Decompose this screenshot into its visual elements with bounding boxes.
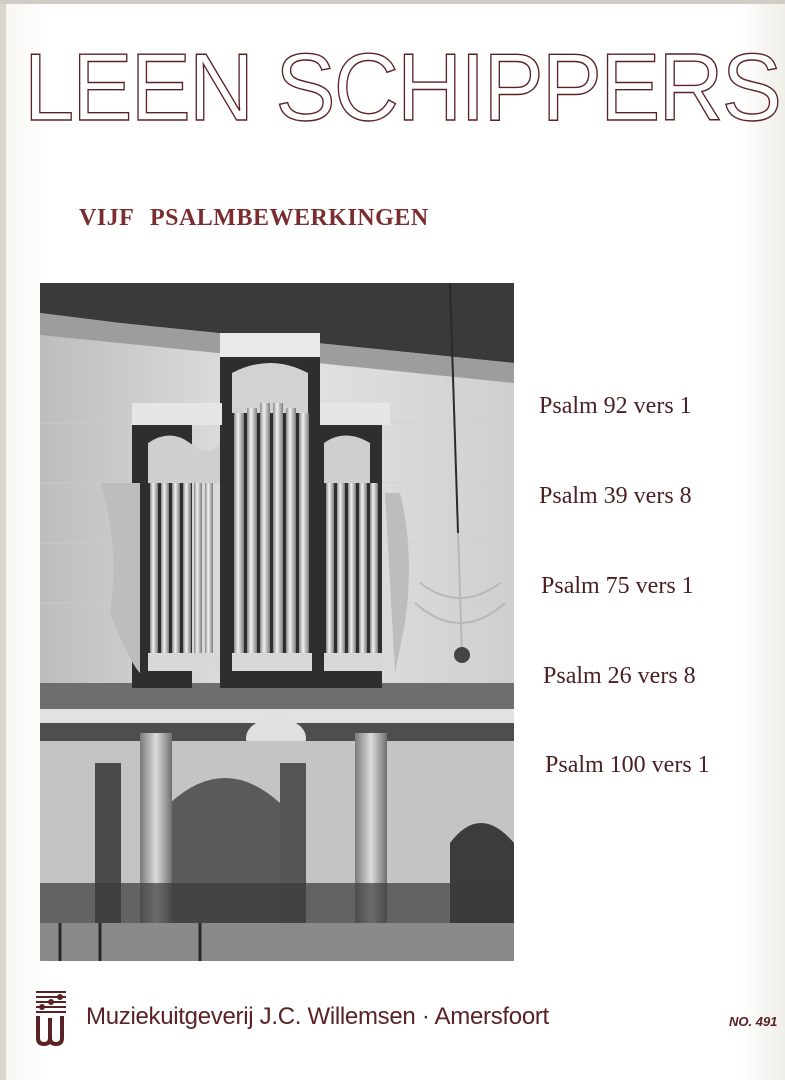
cover-title: VIJF PSALMBEWERKINGEN bbox=[79, 205, 429, 231]
psalm-item: Psalm 100 vers 1 bbox=[545, 752, 710, 778]
psalm-item: Psalm 26 vers 8 bbox=[543, 663, 696, 689]
publisher-name: Muziekuitgeverij J.C. Willemsen · Amersfoort bbox=[86, 1003, 549, 1030]
composer-name bbox=[24, 40, 784, 130]
organ-photo bbox=[40, 283, 514, 961]
psalm-item: Psalm 75 vers 1 bbox=[541, 573, 694, 599]
psalm-item: Psalm 39 vers 8 bbox=[539, 483, 692, 509]
svg-text:LEEN SCHIPPERS: LEEN SCHIPPERS bbox=[24, 40, 780, 130]
psalm-item: Psalm 92 vers 1 bbox=[539, 393, 692, 419]
publisher-logo-icon bbox=[34, 988, 68, 1046]
catalog-number: NO. 491 bbox=[729, 1014, 778, 1029]
